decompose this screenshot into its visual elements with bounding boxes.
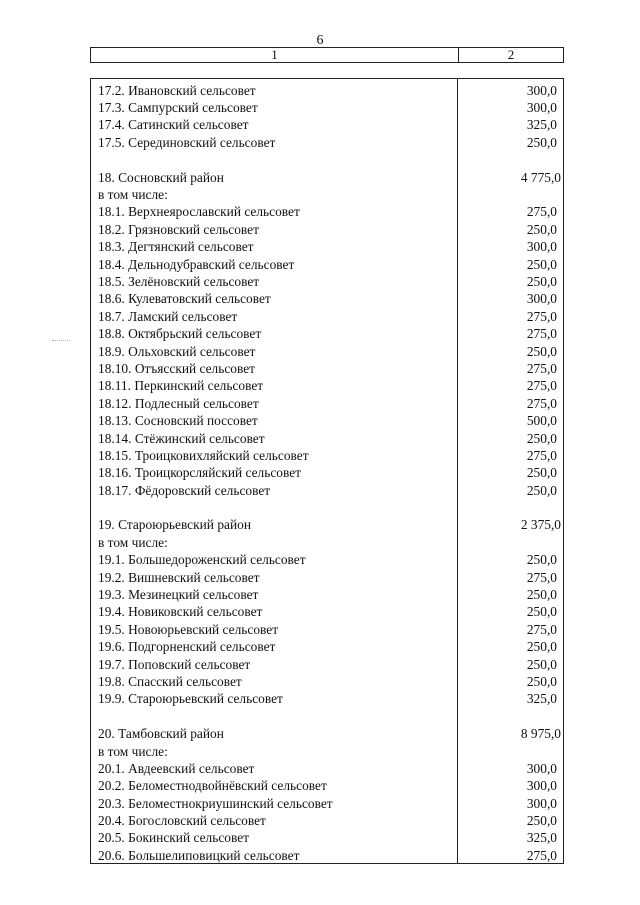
- row-label: 18.4. Дельнодубравский сельсовет: [98, 256, 295, 272]
- table-row: [91, 273, 563, 290]
- column-header-1: 1: [91, 48, 459, 62]
- row-value: 250,0: [526, 656, 557, 672]
- row-label: 20.6. Большелиповицкий сельсовет: [98, 847, 300, 863]
- row-label: в том числе:: [98, 534, 168, 550]
- row-label: 18.13. Сосновский поссовет: [98, 413, 258, 429]
- row-value: 275,0: [526, 204, 557, 220]
- table-row: [91, 482, 563, 499]
- note-row: [91, 743, 563, 760]
- table-row: [91, 569, 563, 586]
- row-label: 20. Тамбовский район: [98, 726, 224, 742]
- row-label: 18.17. Фёдоровский сельсовет: [98, 482, 271, 498]
- table-row: [91, 239, 563, 256]
- table-row: [91, 343, 563, 360]
- row-value: 250,0: [526, 430, 557, 446]
- row-value: 275,0: [526, 447, 557, 463]
- row-value: 4 775,0: [520, 169, 561, 185]
- row-value: 500,0: [526, 413, 557, 429]
- spacer-row: [91, 708, 563, 725]
- row-value: 300,0: [526, 291, 557, 307]
- row-label: 18.3. Дегтянский сельсовет: [98, 239, 254, 255]
- row-label: 18.7. Ламский сельсовет: [98, 308, 238, 324]
- row-label: 19.5. Новоюрьевский сельсовет: [98, 621, 279, 637]
- row-label: 19.9. Староюрьевский сельсовет: [98, 691, 283, 707]
- table-row: [91, 204, 563, 221]
- table-row: [91, 395, 563, 412]
- row-label: 20.2. Беломестнодвойнёвский сельсовет: [98, 778, 327, 794]
- row-value: 325,0: [526, 117, 557, 133]
- row-label: 17.5. Серединовский сельсовет: [98, 134, 276, 150]
- row-value: 300,0: [526, 795, 557, 811]
- table-row: [91, 465, 563, 482]
- table-row: [91, 639, 563, 656]
- row-value: 300,0: [526, 760, 557, 776]
- row-value: 275,0: [526, 326, 557, 342]
- row-label: 18.5. Зелёновский сельсовет: [98, 273, 260, 289]
- table-row: [91, 795, 563, 812]
- row-label: 17.2. Ивановский сельсовет: [98, 82, 256, 98]
- row-value: 250,0: [526, 343, 557, 359]
- row-label: 19.2. Вишневский сельсовет: [98, 569, 260, 585]
- row-value: 8 975,0: [520, 726, 561, 742]
- table-row: [91, 82, 563, 99]
- table-row: [91, 99, 563, 116]
- row-label: 18. Сосновский район: [98, 169, 224, 185]
- scan-artifact: [52, 340, 70, 342]
- row-label: 20.3. Беломестнокриушинский сельсовет: [98, 795, 333, 811]
- table-row: [91, 117, 563, 134]
- table-row: [91, 586, 563, 603]
- table-row: [91, 256, 563, 273]
- district-row: [91, 725, 563, 742]
- row-label: 17.3. Сампурский сельсовет: [98, 100, 258, 116]
- row-value: 250,0: [526, 604, 557, 620]
- row-value: 250,0: [526, 587, 557, 603]
- table-row: [91, 325, 563, 342]
- row-label: 19.7. Поповский сельсовет: [98, 656, 251, 672]
- row-value: 250,0: [526, 639, 557, 655]
- table-row: [91, 308, 563, 325]
- row-value: 250,0: [526, 482, 557, 498]
- row-label: 18.12. Подлесный сельсовет: [98, 395, 259, 411]
- row-label: в том числе:: [98, 187, 168, 203]
- row-value: 300,0: [526, 100, 557, 116]
- table-row: [91, 604, 563, 621]
- table-row: [91, 812, 563, 829]
- row-label: 19.1. Большедороженский сельсовет: [98, 552, 306, 568]
- row-value: 275,0: [526, 308, 557, 324]
- spacer-row: [91, 499, 563, 516]
- table-row: [91, 656, 563, 673]
- row-label: в том числе:: [98, 743, 168, 759]
- row-value: 275,0: [526, 378, 557, 394]
- row-label: 20.4. Богословский сельсовет: [98, 813, 266, 829]
- row-value: 300,0: [526, 239, 557, 255]
- row-value: 325,0: [526, 830, 557, 846]
- allocation-table: [90, 78, 564, 864]
- table-row: [91, 673, 563, 690]
- row-value: 250,0: [526, 552, 557, 568]
- table-row: [91, 412, 563, 429]
- row-label: 18.2. Грязновский сельсовет: [98, 221, 259, 237]
- row-label: 18.6. Кулеватовский сельсовет: [98, 291, 271, 307]
- district-row: [91, 517, 563, 534]
- table-row: [91, 778, 563, 795]
- row-label: 18.14. Стёжинский сельсовет: [98, 430, 265, 446]
- table-row: [91, 360, 563, 377]
- table-row: [91, 847, 563, 864]
- row-value: 275,0: [526, 847, 557, 863]
- table-row: [91, 378, 563, 395]
- row-value: 300,0: [526, 82, 557, 98]
- row-label: 17.4. Сатинский сельсовет: [98, 117, 249, 133]
- spacer-row: [91, 152, 563, 169]
- row-label: 18.9. Ольховский сельсовет: [98, 343, 256, 359]
- row-label: 19.3. Мезинецкий сельсовет: [98, 587, 259, 603]
- row-label: 19.8. Спасский сельсовет: [98, 673, 242, 689]
- row-label: 18.10. Отъясский сельсовет: [98, 360, 256, 376]
- row-label: 20.5. Бокинский сельсовет: [98, 830, 249, 846]
- row-value: 250,0: [526, 256, 557, 272]
- row-label: 19.4. Новиковский сельсовет: [98, 604, 263, 620]
- table-row: [91, 691, 563, 708]
- page-number: 6: [316, 33, 324, 48]
- row-value: 2 375,0: [520, 517, 561, 533]
- row-value: 250,0: [526, 813, 557, 829]
- row-label: 20.1. Авдеевский сельсовет: [98, 760, 255, 776]
- row-value: 250,0: [526, 273, 557, 289]
- table-row: [91, 621, 563, 638]
- row-label: 19.6. Подгорненский сельсовет: [98, 639, 276, 655]
- table-row: [91, 552, 563, 569]
- row-label: 19. Староюрьевский район: [98, 517, 251, 533]
- row-value: 250,0: [526, 134, 557, 150]
- row-label: 18.8. Октябрьский сельсовет: [98, 326, 262, 342]
- table-row: [91, 291, 563, 308]
- table-row: [91, 430, 563, 447]
- row-label: 18.15. Троицковихляйский сельсовет: [98, 447, 309, 463]
- row-value: 250,0: [526, 673, 557, 689]
- row-value: 275,0: [526, 360, 557, 376]
- row-value: 250,0: [526, 221, 557, 237]
- table-row: [91, 134, 563, 151]
- row-value: 325,0: [526, 691, 557, 707]
- table-row: [91, 221, 563, 238]
- table-row: [91, 760, 563, 777]
- row-label: 18.16. Троицкорсляйский сельсовет: [98, 465, 302, 481]
- table-rows: [91, 82, 563, 865]
- row-label: 18.1. Верхнеярославский сельсовет: [98, 204, 300, 220]
- row-value: 250,0: [526, 465, 557, 481]
- row-value: 300,0: [526, 778, 557, 794]
- note-row: [91, 534, 563, 551]
- table-row: [91, 830, 563, 847]
- column-header-2: 2: [507, 47, 515, 62]
- row-label: 18.11. Перкинский сельсовет: [98, 378, 264, 394]
- table-row: [91, 447, 563, 464]
- district-row: [91, 169, 563, 186]
- row-value: 275,0: [526, 569, 557, 585]
- column-header-row: [90, 47, 564, 63]
- note-row: [91, 186, 563, 203]
- row-value: 275,0: [526, 621, 557, 637]
- row-value: 275,0: [526, 395, 557, 411]
